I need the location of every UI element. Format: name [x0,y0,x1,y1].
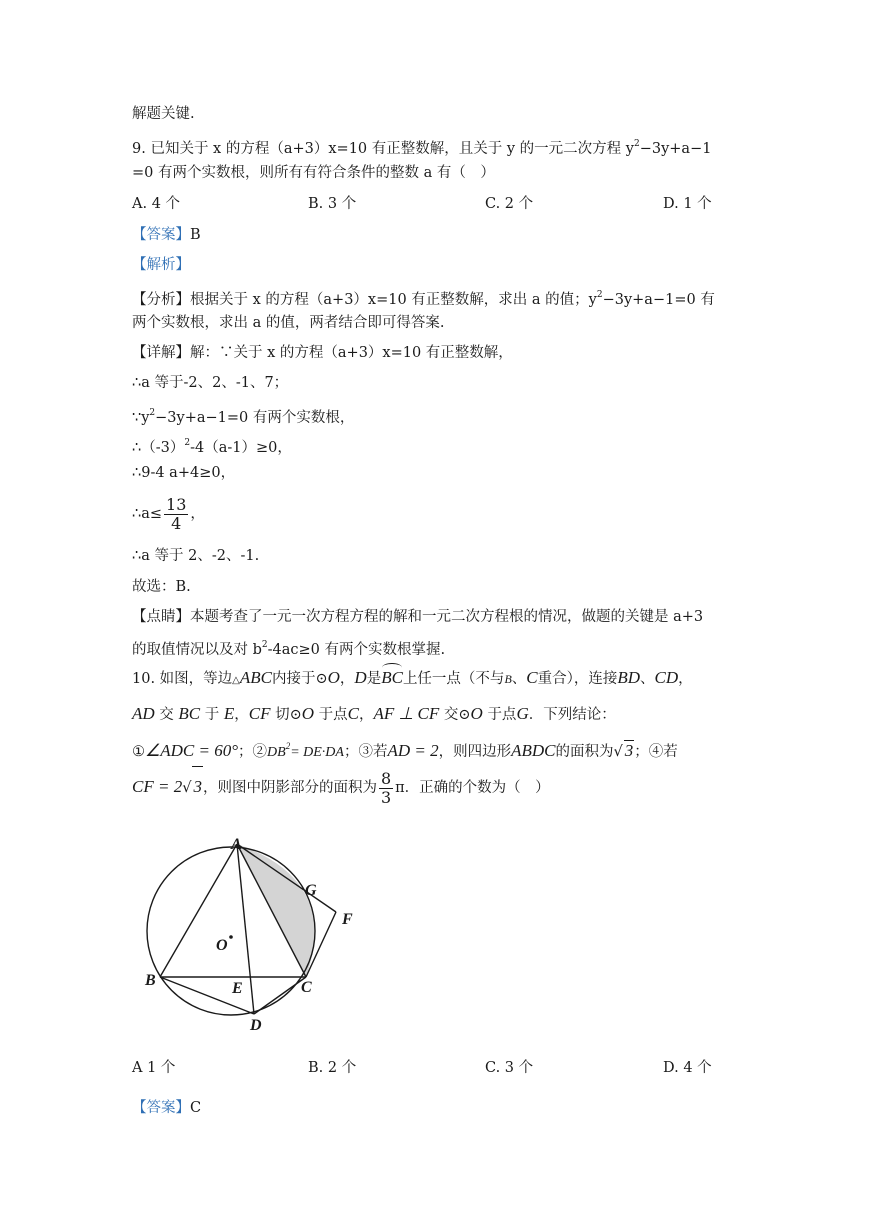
q10-stem-line2 [132,704,616,725]
q9-option-a: A. 4 个 [132,196,181,212]
q9-analysis-tag: 【解析】 [132,257,190,273]
q10-stem-line3: ①∠ADC = 60°；$②DB^2= DE\cdot DA$；③若AD = 2，则四边形ABDC的面积为√ 3；④若 [132,741,678,760]
q9-dianjing-line1 [132,607,703,627]
var-abdc: ABDC [511,741,556,760]
q10-text: ，则图中阴影部分的面积为 [202,780,377,796]
q9-step4: ∴9-4 a+4≥0， [132,465,236,481]
q10-text: ．正确的个数为（ ） [404,780,550,796]
label-f: F [342,911,353,928]
fraction-13-4 [164,496,188,533]
q9-answer [132,225,201,245]
af-perp-cf: AF ⊥ CF [373,704,440,723]
q10-option-b: B. 2 个 [308,1060,357,1076]
q9-fenxi-line2: 两个实数根，求出 a 的值，两者结合即可得答案. [132,315,445,331]
circle-geometry-figure [130,825,370,1040]
fraction-denominator: 3 [380,787,392,807]
q10-text: ， [234,707,249,723]
q9-option-d: D. 1 个 [663,196,712,212]
q9-stem-text: 已知关于 x 的方程（a+3）x=10 有正整数解，且关于 y 的一元二次方程 y [150,141,634,157]
dianjing-exponent: 2 [261,640,268,650]
q9-step5 [132,494,205,534]
label-e: E [232,980,243,997]
q9-number: 9. [132,141,146,157]
fenxi-tag: 【分析】 [132,292,190,308]
answer-tag: 【答案】 [132,1100,190,1116]
var-cf: CF [248,704,271,723]
q9-option-c: C. 2 个 [485,196,534,212]
step5-a: ∴a≤ [132,506,163,522]
q10-text: 内接于⊙ [271,671,328,687]
q10-text: ；② [238,744,268,760]
q10-option-c: C. 3 个 [485,1060,534,1076]
cf-equals: CF = 2 [132,777,183,796]
fenxi-exponent: 2 [596,290,603,300]
label-b: B [145,972,156,989]
dianjing-text-2b: -4ac≥0 有两个实数根掌握. [267,642,446,658]
q10-text: ， [358,707,374,723]
previous-solution-tail: 解题关键. [132,106,195,122]
q9-dianjing-line2 [132,635,445,660]
q10-text: 上任一点（不与 [402,671,505,687]
step3-b: -4（a-1）≥0， [190,440,292,456]
var-g: G [516,704,529,723]
q10-text: ① [132,744,145,760]
dianjing-text: 本题考查了一元一次方程方程的解和一元二次方程根的情况，做题的关键是 a+3 [190,609,704,625]
fenxi-text: 根据关于 x 的方程（a+3）x=10 有正整数解，求出 a 的值；y [190,292,597,308]
var-b-small: B [504,672,512,686]
arc-bc: BC [381,668,403,687]
q10-text: 切⊙ [275,707,302,723]
q9-stem-line1 [132,134,711,159]
sqrt-3: 3 [624,741,634,760]
q9-detail-line1 [132,343,513,363]
q10-text: ；③若 [343,744,388,760]
label-d: D [250,1017,262,1034]
ad-equals-2: AD = 2 [387,741,439,760]
center-point-o [229,935,233,939]
var-e: E [223,704,235,723]
q10-text: 、 [511,671,527,687]
var-o: O [327,668,340,687]
label-o: O [216,937,228,954]
answer-value: C [190,1100,202,1116]
var-c: C [347,704,359,723]
q10-text: 重合），连接 [537,671,618,687]
var-c: C [526,668,538,687]
fraction-denominator: 4 [171,513,182,533]
var-o: O [470,704,483,723]
q9-option-b: B. 3 个 [308,196,357,212]
fraction-numerator: 13 [166,494,187,514]
step3-exponent: 2 [184,438,191,448]
dianjing-tag: 【点睛】 [132,609,190,625]
segment-ab [160,844,237,977]
q10-text: 的面积为 [555,744,614,760]
fenxi-text-2: −3y+a−1=0 有 [602,292,715,308]
var-abc: ABC [239,668,272,687]
step2-a: ∵y [132,410,150,426]
q9-step6: ∴a 等于 2、-2、-1. [132,548,260,564]
triangle-symbol: △ [232,675,240,686]
q10-text: 、 [640,671,655,687]
pi-symbol: π [395,780,405,796]
dianjing-text-2a: 的取值情况以及对 b [132,642,262,658]
detail-text: 解：∵关于 x 的方程（a+3）x=10 有正整数解， [190,345,513,361]
q10-text: ，则四边形 [438,744,512,760]
q10-text: ．下列结论： [528,707,616,723]
q10-text: 交⊙ [443,707,471,723]
q10-answer [132,1098,201,1118]
label-a: A [231,836,242,853]
q10-text: 是 [366,671,382,687]
q9-exponent: 2 [633,139,640,149]
angle-adc: ∠ADC = 60° [145,741,239,760]
var-d: D [354,668,367,687]
step3-a: ∴（-3） [132,440,185,456]
q9-step7: 故选：B. [132,579,191,595]
q10-number: 10. [132,671,156,687]
fraction-numerator: 8 [380,768,392,788]
q10-option-a: A 1 个 [132,1060,176,1076]
q10-text: ；④若 [634,744,678,760]
q10-text: ， [678,671,693,687]
db-squared: $DB^2= DE\cdot DA$ [267,741,344,760]
detail-tag: 【详解】 [132,345,190,361]
step2-b: −3y+a−1=0 有两个实数根， [155,410,355,426]
q9-stem-line2: =0 有两个实数根，则所有有符合条件的整数 a 有（ ） [132,165,495,181]
q10-text: 于点 [487,707,517,723]
var-ad: AD [132,704,155,723]
segment-cd [254,977,306,1014]
answer-tag: 【答案】 [132,227,190,243]
q10-text: 于 [204,707,220,723]
q9-stem-text-2: −3y+a−1 [639,141,712,157]
q9-step1: ∴a 等于-2、2、-1、7； [132,375,289,391]
step5-b: ， [190,506,205,522]
q9-step3 [132,433,292,458]
q10-option-d: D. 4 个 [663,1060,712,1076]
var-bd: BD [617,668,641,687]
var-o: O [301,704,315,723]
step2-exponent: 2 [149,408,156,418]
q10-stem-line1 [132,668,693,691]
label-c: C [301,979,312,996]
q10-text: 如图，等边 [159,671,233,687]
sqrt-3: 3 [192,766,203,807]
var-cd: CD [654,668,679,687]
q10-text: ， [339,671,355,687]
var-bc: BC [178,704,201,723]
fraction-8-3 [379,770,393,807]
answer-value: B [190,227,201,243]
q9-fenxi-line1 [132,285,715,310]
q10-text: 于点 [318,707,348,723]
q9-step2 [132,403,354,428]
q10-text: 交 [159,707,174,723]
q10-stem-line4: CF = 2√ 3，则图中阴影部分的面积为 $\frac{8}{3}$ π．正确的个数为（ ） [132,766,550,808]
label-g: G [305,882,317,899]
